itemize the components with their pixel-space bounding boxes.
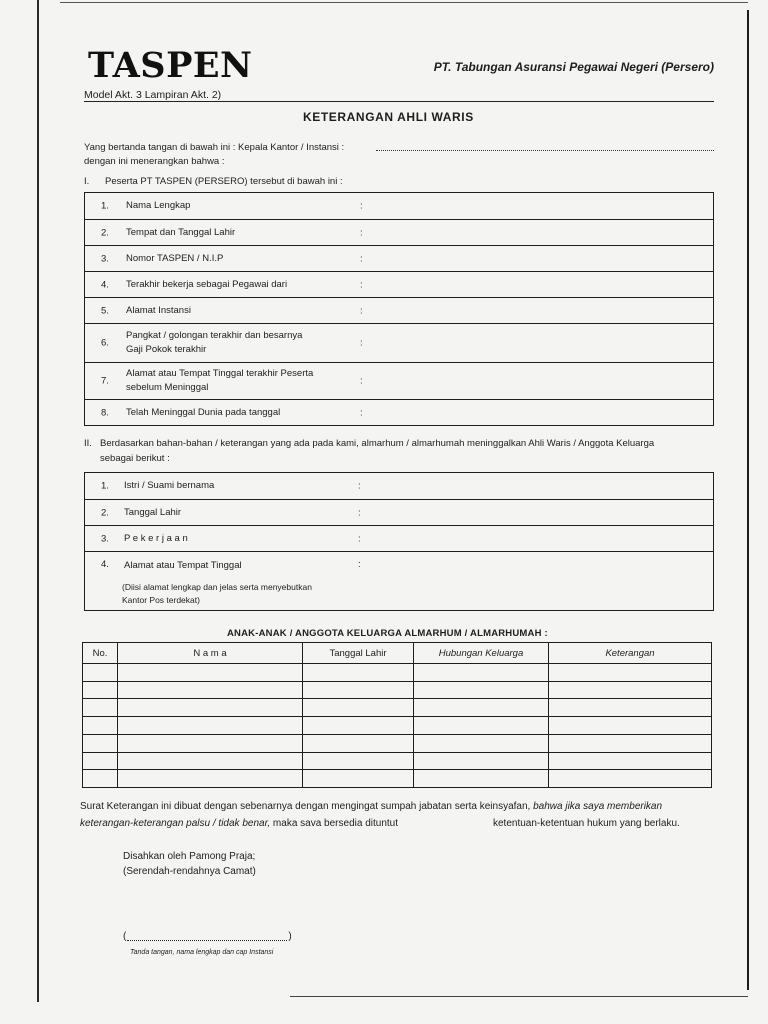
signatory-line: Yang bertanda tangan di bawah ini : Kepala Kantor / Instansi :: [84, 142, 345, 153]
statement-line: dengan ini menerangkan bahwa :: [84, 156, 225, 167]
table-row: [85, 298, 713, 324]
table-cell: [303, 753, 414, 771]
row-label: Pangkat / golongan terakhir dan besarnya Gaji Pokok terakhir: [126, 330, 303, 355]
row-colon: :: [358, 507, 361, 518]
table-row: [85, 324, 713, 363]
row-colon: :: [360, 337, 363, 349]
row-label: Terakhir bekerja sebagai Pegawai dari: [126, 278, 288, 290]
table-cell: [118, 753, 303, 771]
table-cell: [303, 770, 414, 788]
taspen-logo: TASPEN: [88, 45, 253, 86]
table-cell: [549, 770, 712, 788]
row-label: Istri / Suami bernama: [124, 480, 215, 491]
table-cell: [118, 735, 303, 753]
table-cell: [414, 717, 549, 735]
table-cell: [303, 699, 414, 717]
table-row: [85, 500, 713, 526]
table-cell: [414, 699, 549, 717]
table-cell: [549, 682, 712, 700]
row-number: 4.: [101, 559, 109, 570]
table-cell: [414, 682, 549, 700]
signatory-dotted-field: [376, 150, 714, 151]
row-number: 3.: [101, 533, 109, 544]
declaration-line-1: Surat Keterangan ini dibuat dengan sebenarnya dengan mengingat sumpah jabatan serta keinsyafan, bahwa jika saya memberikan: [80, 801, 663, 812]
row-number: 3.: [101, 253, 109, 264]
row-label: Nomor TASPEN / N.I.P: [126, 252, 224, 264]
row-number: 2.: [101, 507, 109, 518]
row-number: 6.: [101, 337, 109, 349]
children-title: ANAK-ANAK / ANGGOTA KELUARGA ALMARHUM / ALMARHUMAH :: [227, 628, 548, 639]
table-cell: [549, 735, 712, 753]
table-cell: [549, 753, 712, 771]
row-label: Alamat Instansi: [126, 304, 191, 316]
column-header-no: No.: [83, 643, 118, 664]
table-cell: [83, 682, 118, 700]
row-number: 1.: [101, 200, 109, 212]
address-note: (Diisi alamat lengkap dan jelas serta menyebutkan Kantor Pos terdekat): [122, 582, 312, 605]
table-row: [85, 552, 713, 611]
row-colon: :: [360, 200, 363, 212]
row-colon: :: [360, 407, 363, 418]
section2-heading-cont: sebagai berikut :: [100, 453, 170, 464]
declaration-line-2: keterangan-keterangan palsu / tidak benar, maka sava bersedia dituntut: [80, 818, 398, 829]
table-cell: [83, 717, 118, 735]
paper-edge-bottom: [290, 996, 748, 997]
table-cell: [414, 664, 549, 682]
table-cell: [303, 717, 414, 735]
table-cell: [549, 717, 712, 735]
table-cell: [549, 699, 712, 717]
table-cell: [118, 664, 303, 682]
table-row: [85, 473, 713, 500]
table-cell: [549, 664, 712, 682]
row-label: Tempat dan Tanggal Lahir: [126, 226, 236, 238]
table-cell: [83, 753, 118, 771]
table-cell: [414, 735, 549, 753]
section2-heading: Berdasarkan bahan-bahan / keterangan yang ada pada kami, almarhum / almarhumah meninggalkan Ahli Waris / Anggota Keluarga: [100, 438, 655, 449]
document-title: KETERANGAN AHLI WARIS: [303, 110, 474, 124]
row-label: Nama Lengkap: [126, 200, 191, 211]
column-header-birthdate: Tanggal Lahir: [303, 643, 414, 664]
table-row: [85, 220, 713, 246]
row-colon: :: [360, 305, 363, 316]
row-colon: :: [360, 375, 363, 387]
table-cell: [118, 770, 303, 788]
approval-by: Disahkan oleh Pamong Praja;: [123, 851, 256, 862]
table-cell: [83, 664, 118, 682]
row-number: 5.: [101, 305, 109, 316]
row-colon: :: [358, 480, 361, 492]
table-cell: [118, 717, 303, 735]
row-number: 7.: [101, 375, 109, 387]
table-row: [85, 363, 713, 400]
row-colon: :: [358, 559, 361, 570]
row-colon: :: [360, 253, 363, 264]
table-cell: [83, 735, 118, 753]
heir-table: [84, 472, 714, 611]
signature-field: ( ): [123, 931, 292, 942]
row-label: Telah Meninggal Dunia pada tanggal: [126, 406, 281, 418]
approval-minimum: (Serendah-rendahnya Camat): [123, 866, 256, 877]
table-cell: [118, 699, 303, 717]
row-label: Alamat atau Tempat Tinggal: [124, 560, 242, 571]
header-divider: [84, 101, 714, 102]
table-cell: [414, 753, 549, 771]
table-row: [85, 193, 713, 220]
row-number: 1.: [101, 480, 109, 492]
row-label: P e k e r j a a n: [124, 532, 188, 544]
column-header-remarks: Keterangan: [549, 643, 712, 664]
table-cell: [303, 682, 414, 700]
row-number: 4.: [101, 279, 109, 290]
paper-edge-top: [60, 2, 748, 3]
row-label: Tanggal Lahir: [124, 506, 182, 518]
participant-table: [84, 192, 714, 426]
table-cell: [414, 770, 549, 788]
table-row: [85, 400, 713, 426]
section1-heading: Peserta PT TASPEN (PERSERO) tersebut di bawah ini :: [105, 176, 343, 187]
table-row: [85, 272, 713, 298]
form-model: Model Akt. 3 Lampiran Akt. 2): [84, 89, 222, 101]
children-table: [82, 642, 712, 788]
declaration-line-2-end: ketentuan-ketentuan hukum yang berlaku.: [493, 818, 680, 829]
table-cell: [83, 699, 118, 717]
row-number: 2.: [101, 227, 109, 238]
section2-number: II.: [84, 438, 92, 449]
row-colon: :: [358, 533, 361, 544]
signature-caption: Tanda tangan, nama lengkap dan cap Instansi: [130, 949, 274, 956]
row-colon: :: [360, 279, 363, 290]
row-colon: :: [360, 227, 363, 238]
paper-edge-right: [747, 10, 749, 990]
table-cell: [303, 664, 414, 682]
company-name: PT. Tabungan Asuransi Pegawai Negeri (Persero): [433, 60, 714, 74]
column-header-name: N a m a: [118, 643, 303, 664]
row-number: 8.: [101, 407, 109, 418]
table-cell: [83, 770, 118, 788]
row-label: Alamat atau Tempat Tinggal terakhir Peserta sebelum Meninggal: [126, 368, 314, 393]
table-row: [85, 246, 713, 272]
paper-edge-left: [37, 0, 39, 1002]
table-cell: [303, 735, 414, 753]
section1-number: I.: [84, 176, 90, 187]
table-cell: [118, 682, 303, 700]
table-row: [85, 526, 713, 552]
column-header-relationship: Hubungan Keluarga: [414, 643, 549, 664]
